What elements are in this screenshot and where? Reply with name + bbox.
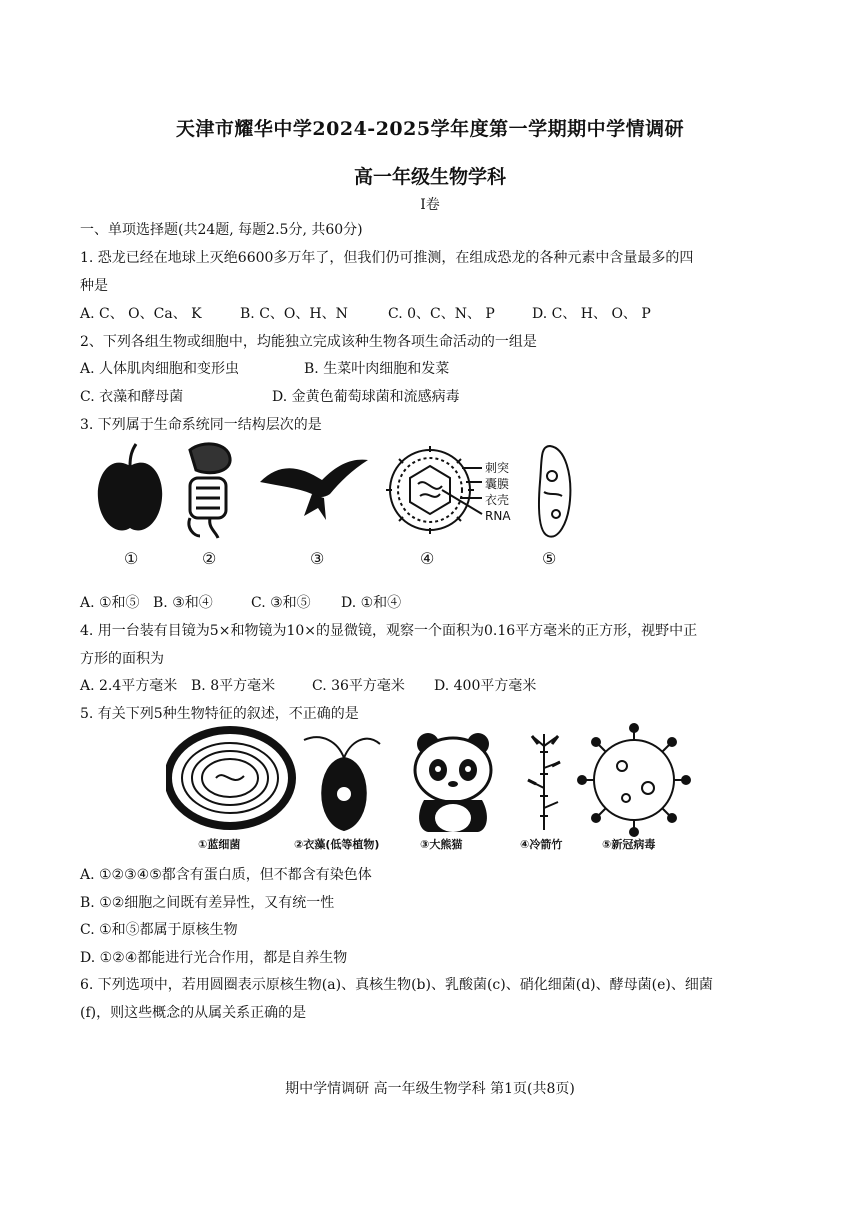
- virus-label-spike: 刺突: [485, 461, 510, 475]
- q1-option-b: B. C、O、H、N: [240, 306, 348, 322]
- fig-label-2: ②: [202, 549, 217, 568]
- q2-option-a: A. 人体肌肉细胞和变形虫: [80, 361, 240, 377]
- section-heading: 一、单项选择题(共24题, 每题2.5分, 共60分): [80, 222, 363, 238]
- q5-fig-label-5: ⑤新冠病毒: [602, 838, 656, 851]
- q4-options: [80, 675, 536, 695]
- chlamydomonas-icon: [304, 737, 380, 830]
- virus-label-capsid: 衣壳: [485, 493, 510, 507]
- q2-stem: 2、下列各组生物或细胞中，均能独立完成该种生物各项生命活动的一组是: [80, 334, 537, 350]
- apple-icon: [98, 444, 162, 530]
- q6-stem-line2: (f)，则这些概念的从属关系正确的是: [80, 1005, 307, 1021]
- q4-option-d: D. 400平方毫米: [434, 678, 537, 694]
- virus-diagram-icon: [386, 446, 482, 534]
- q3-option-c: C. ③和⑤: [251, 595, 311, 611]
- fig-label-4: ④: [420, 549, 435, 568]
- fig-label-5: ⑤: [542, 549, 557, 568]
- q5-option-b: B. ①②细胞之间既有差异性，又有统一性: [80, 895, 335, 911]
- paramecium-icon: [539, 446, 570, 537]
- q3-option-a: A. ①和⑤: [80, 595, 140, 611]
- virus-label-envelope: 囊膜: [485, 477, 510, 491]
- panda-icon: [415, 733, 491, 832]
- volume-label: Ⅰ卷: [420, 197, 440, 213]
- q3-option-d: D. ①和④: [341, 595, 402, 611]
- digestive-system-icon: [189, 444, 230, 538]
- q3-options: [80, 592, 401, 612]
- coronavirus-icon: [578, 724, 690, 836]
- eagle-icon: [260, 460, 368, 520]
- page-title: 天津市耀华中学2024-2025学年度第一学期期中学情调研: [175, 118, 685, 140]
- q5-fig-label-1: ①蓝细菌: [198, 838, 241, 851]
- q3-figure: [90, 436, 590, 572]
- q5-fig-label-3: ③大熊猫: [420, 838, 463, 851]
- q2-option-c: C. 衣藻和酵母菌: [80, 389, 184, 405]
- bamboo-icon: [528, 734, 560, 830]
- q1-option-d: D. C、 H、 O、 P: [532, 306, 651, 322]
- q4-stem-line2: 方形的面积为: [80, 651, 164, 667]
- q4-option-c: C. 36平方毫米: [312, 678, 405, 694]
- q2-option-d: D. 金黄色葡萄球菌和流感病毒: [272, 389, 460, 405]
- virus-label-rna: RNA: [485, 509, 511, 523]
- q1-stem-line2: 种是: [80, 278, 108, 294]
- q5-option-d: D. ①②④都能进行光合作用，都是自养生物: [80, 950, 348, 966]
- q3-stem: 3. 下列属于生命系统同一结构层次的是: [80, 417, 322, 433]
- q1-option-a: A. C、 O、Ca、 K: [80, 306, 202, 322]
- q5-figure: [166, 722, 696, 856]
- q4-stem-line1: 4. 用一台装有目镜为5×和物镜为10×的显微镜，观察一个面积为0.16平方毫米的正方形，视野中正: [80, 623, 698, 639]
- q3-option-b: B. ③和④: [153, 595, 213, 611]
- q5-option-c: C. ①和⑤都属于原核生物: [80, 922, 238, 938]
- q5-stem: 5. 有关下列5种生物特征的叙述，不正确的是: [80, 706, 359, 722]
- q2-option-b: B. 生菜叶肉细胞和发菜: [304, 361, 450, 377]
- fig-label-3: ③: [310, 549, 325, 568]
- q1-options: [80, 303, 651, 323]
- page-footer: 期中学情调研 高一年级生物学科 第1页(共8页): [285, 1081, 575, 1097]
- q5-option-a: A. ①②③④⑤都含有蛋白质，但不都含有染色体: [80, 867, 372, 883]
- fig-label-1: ①: [124, 549, 139, 568]
- q4-option-a: A. 2.4平方毫米: [80, 678, 178, 694]
- q2-options-row1: [80, 358, 449, 378]
- cyanobacterium-icon: [168, 730, 292, 826]
- q2-options-row2: [80, 386, 460, 406]
- q6-stem-line1: 6. 下列选项中，若用圆圈表示原核生物(a)、真核生物(b)、乳酸菌(c)、硝化细菌(d)、酵母菌(e)、细菌: [80, 977, 713, 993]
- q5-fig-label-4: ④冷箭竹: [520, 838, 563, 851]
- q1-stem-line1: 1. 恐龙已经在地球上灭绝6600多万年了，但我们仍可推测，在组成恐龙的各种元素中含量最多的四: [80, 250, 694, 266]
- page-subtitle: 高一年级生物学科: [353, 166, 506, 188]
- q5-fig-label-2: ②衣藻(低等植物): [294, 838, 380, 851]
- q4-option-b: B. 8平方毫米: [191, 678, 276, 694]
- q1-option-c: C. 0、C、N、 P: [388, 306, 495, 322]
